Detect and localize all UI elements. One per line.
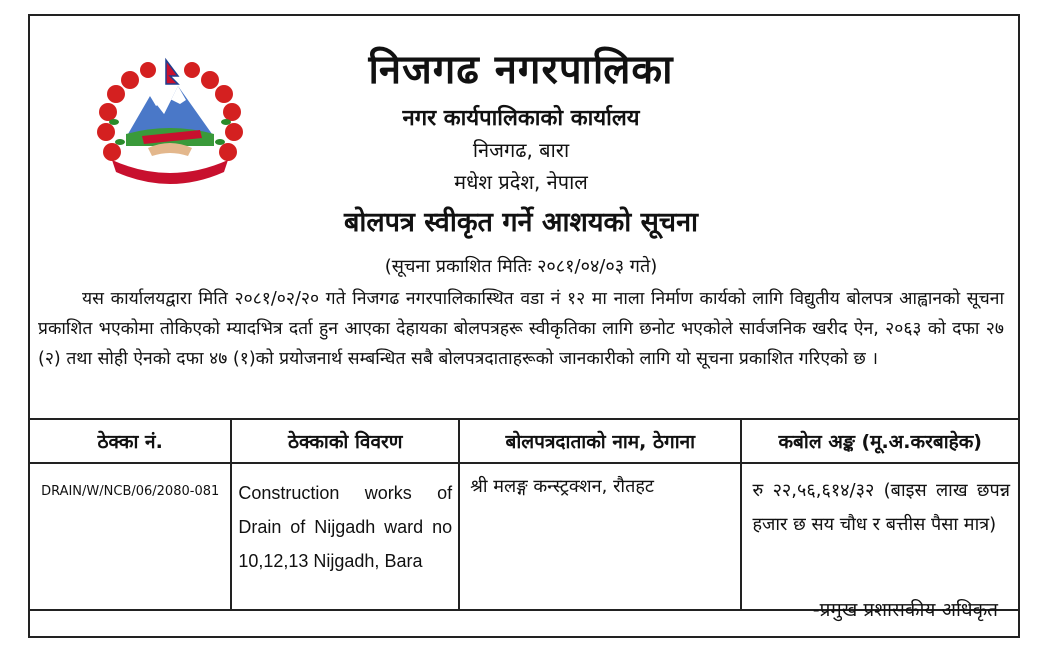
cell-bid-amount: रु २२,५६,६१४/३२ (बाइस लाख छपन्न हजार छ सय चौध र बत्तीस पैसा मात्र) xyxy=(741,463,1019,610)
bid-table xyxy=(28,418,1020,611)
signature: -प्रमुख प्रशासकीय अधिकृत xyxy=(812,599,998,621)
table-header-row xyxy=(29,419,1019,463)
address-line-2: मधेश प्रदेश, नेपाल xyxy=(454,170,588,194)
header-contract-no: ठेक्का नं. xyxy=(29,419,231,463)
notice-body-text: यस कार्यालयद्वारा मिति २०८१/०२/२० गते निजगढ नगरपालिकास्थित वडा नं १२ मा नाला निर्माण कार्यको लागि विद्युतीय बोलपत्र आह्वानको सूचना प्रकाशित भएकोमा तोकिएको म्यादभित्र दर्ता हुन आएका देहायका बोलपत्रहरू स्वीकृतिका लागि छनोट भएकोले सार्वजनिक खरीद ऐन, २०६३ को दफा २७ (२) तथा सोही ऐनको दफा ४७ (१)को प्रयोजनार्थ सम्बन्धित सबै बोलपत्रदाताहरूको जानकारीको लागि यो सूचना प्रकाशित गरिएको छ । xyxy=(38,289,1004,369)
published-date: (सूचना प्रकाशित मितिः २०८१/०४/०३ गते) xyxy=(384,256,658,277)
notice-title: बोलपत्र स्वीकृत गर्ने आशयको सूचना xyxy=(343,207,699,238)
notice-body xyxy=(38,284,1004,374)
cell-bidder: श्री मलङ्ग कन्स्ट्रक्शन, रौतहट xyxy=(459,463,741,610)
header-bidder: बोलपत्रदाताको नाम, ठेगाना xyxy=(459,419,741,463)
municipality-title: निजगढ नगरपालिका xyxy=(368,47,674,93)
table-row xyxy=(29,463,1019,610)
cell-contract-no: DRAIN/W/NCB/06/2080-081 xyxy=(29,463,231,610)
address-line-1: निजगढ, बारा xyxy=(472,138,570,162)
cell-description: Construction works of Drain of Nijgadh ward no 10,12,13 Nijgadh, Bara xyxy=(231,463,459,610)
header-bid-amount: कबोल अङ्क (मू.अ.करबाहेक) xyxy=(741,419,1019,463)
header-description: ठेक्काको विवरण xyxy=(231,419,459,463)
office-name: नगर कार्यपालिकाको कार्यालय xyxy=(402,106,640,131)
